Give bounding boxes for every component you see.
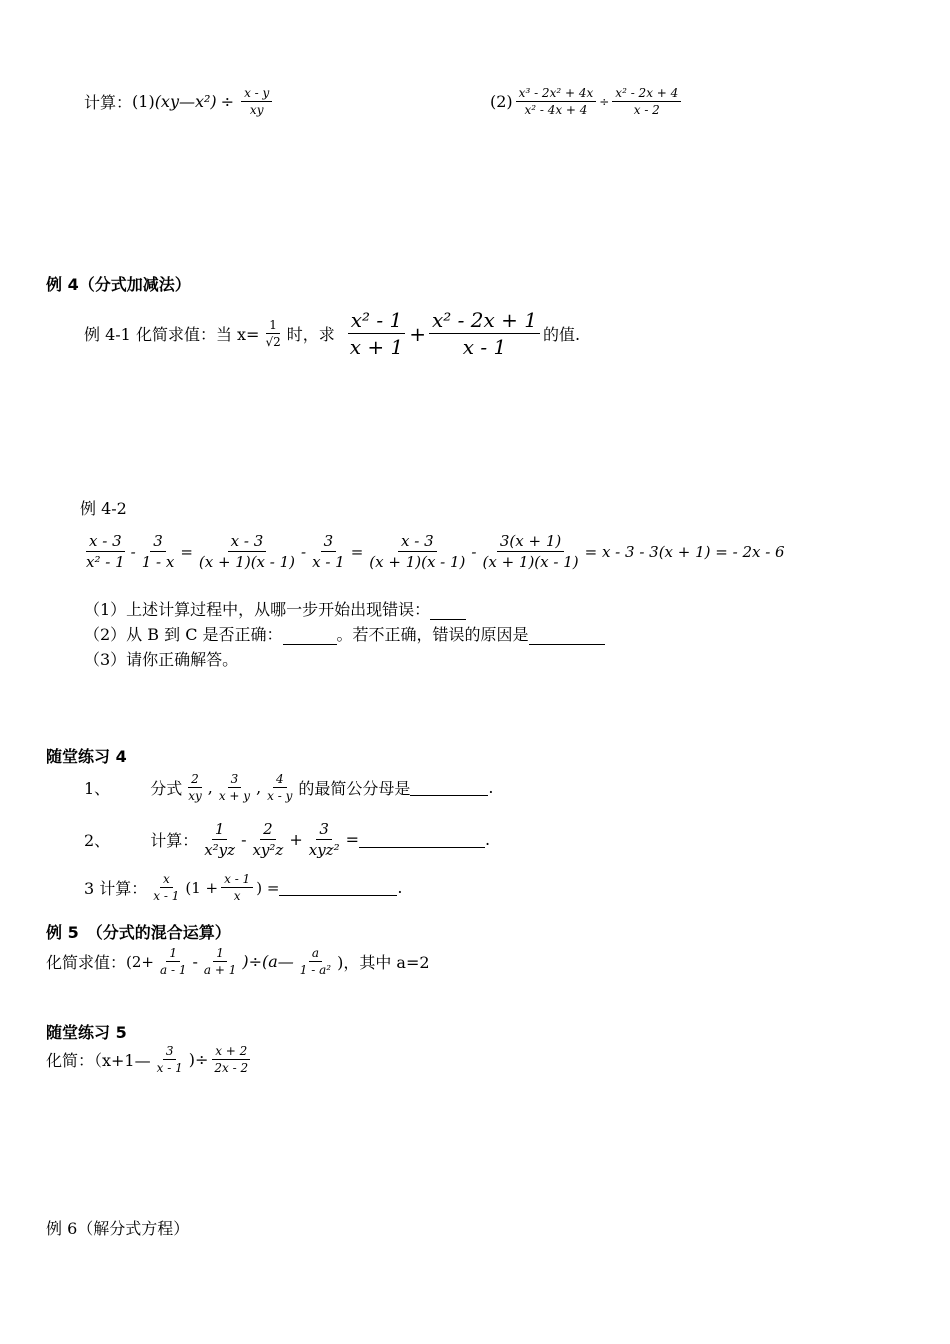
denominator: 2x - 2: [214, 1061, 249, 1075]
section-title-example-4: 例 4（分式加减法）: [46, 275, 191, 294]
denominator: x + 1: [349, 335, 404, 359]
fraction: [612, 86, 681, 117]
numerator: x - 3: [86, 532, 125, 552]
section-title-practice-5: 随堂练习 5: [46, 1023, 127, 1042]
fraction: [241, 86, 272, 117]
numerator: x - 3: [228, 532, 267, 552]
problem-index: (1): [132, 92, 155, 111]
numerator: 1: [212, 820, 228, 840]
denominator: 1 - a²: [299, 963, 332, 977]
fraction: [150, 872, 182, 903]
answer-blank[interactable]: [410, 779, 488, 796]
fraction: [196, 532, 298, 571]
question-text: 的值.: [543, 325, 581, 344]
numerator: x: [160, 872, 173, 888]
fraction: [347, 308, 406, 359]
answer-blank[interactable]: [279, 879, 397, 896]
example-4-1: [84, 308, 580, 359]
fraction: [211, 1044, 251, 1075]
problem-text: 化简：（x+1—: [46, 1051, 151, 1070]
denominator: (x + 1)(x - 1): [482, 553, 579, 571]
calc-problem-2: [490, 86, 684, 117]
expression: (1 +: [185, 878, 219, 897]
numerator: x - y: [241, 86, 272, 102]
fraction: [264, 772, 295, 803]
section-title-example-5: 例 5 （分式的混合运算）: [46, 923, 231, 942]
denominator: (x + 1)(x - 1): [369, 553, 466, 571]
fraction: [154, 1044, 186, 1075]
denominator: xyz²: [308, 841, 340, 859]
denominator: x - 1: [312, 553, 345, 571]
minus-operator: -: [241, 830, 247, 849]
fraction: [309, 532, 348, 571]
item-text: 分式: [150, 779, 183, 798]
numerator: x - 1: [221, 872, 253, 888]
denominator: x + y: [218, 789, 251, 803]
question-text: （2）从 B 到 C 是否正确：: [84, 625, 283, 644]
section-title-practice-4: 随堂练习 4: [46, 747, 127, 766]
denominator: x: [233, 889, 241, 903]
sub-question-2: [84, 622, 605, 645]
equals-operator: =: [350, 542, 364, 561]
fraction: [306, 820, 343, 859]
item-text: 3 计算：: [84, 879, 148, 898]
example-4-2-title: 例 4-2: [80, 499, 127, 518]
denominator: xy²z: [252, 841, 284, 859]
problem-index: (2): [490, 92, 513, 111]
denominator: xy: [188, 789, 202, 803]
denominator: x - y: [267, 789, 293, 803]
fraction: [157, 946, 189, 977]
numerator: 3(x + 1): [497, 532, 564, 552]
numerator: a: [309, 946, 322, 962]
denominator: 1 - x: [141, 553, 175, 571]
denominator: xy: [249, 103, 264, 117]
problem-text: )，其中 a=2: [337, 953, 430, 972]
item-number: 1、: [84, 779, 111, 798]
answer-blank[interactable]: [359, 831, 485, 848]
minus-operator: -: [471, 542, 477, 561]
practice-4-item-1: 1、 分式 $\frac{2}{xy}$ , $\frac{3}{x + y}$ , $\frac{4}{x - y}$ 的最简公分母是 .: [84, 772, 494, 803]
period: .: [397, 878, 403, 897]
fraction: [429, 308, 540, 359]
minus-operator: -: [192, 952, 198, 971]
plus-operator: +: [289, 830, 303, 849]
item-number: 2、: [84, 831, 111, 850]
numerator: 3: [228, 772, 242, 788]
equals-operator: =: [345, 830, 359, 849]
sub-question-1: [84, 597, 466, 620]
fraction: [221, 872, 253, 903]
practice-5-problem: [46, 1044, 254, 1075]
fraction: [201, 946, 239, 977]
question-text: 例 4-1 化简求值：当 x=: [84, 325, 260, 344]
denominator: x²yz: [204, 841, 236, 859]
denominator: √2: [265, 335, 281, 349]
denominator: x² - 1: [86, 553, 125, 571]
period: .: [488, 778, 494, 797]
fraction: [366, 532, 468, 571]
calc-problem-1: [84, 86, 275, 117]
denominator: x² - 4x + 4: [524, 103, 588, 117]
example-4-2-equation: [80, 532, 785, 571]
numerator: 1: [213, 946, 227, 962]
fraction: [216, 772, 253, 803]
numerator: 3: [321, 532, 337, 552]
denominator: x - 1: [462, 335, 507, 359]
denominator: x - 1: [153, 889, 180, 903]
item-text: 的最简公分母是: [298, 779, 411, 798]
numerator: 1: [266, 318, 280, 334]
plus-operator: +: [409, 321, 427, 346]
expression: (xy—x²): [154, 92, 217, 111]
denominator: x - 1: [156, 1061, 183, 1075]
denominator: x - 2: [633, 103, 660, 117]
fraction: [262, 318, 283, 349]
expression: )÷: [188, 1050, 209, 1069]
practice-4-item-3: [84, 872, 403, 903]
numerator: x² - 2x + 1: [429, 308, 540, 334]
expression: (2+: [126, 952, 154, 971]
question-text: （1）上述计算过程中，从哪一步开始出现错误：: [84, 600, 431, 619]
numerator: 1: [166, 946, 180, 962]
answer-blank[interactable]: [529, 644, 605, 645]
question-text: 。若不正确，错误的原因是: [336, 625, 529, 644]
numerator: 3: [163, 1044, 177, 1060]
numerator: x³ - 2x² + 4x: [516, 86, 597, 102]
fraction: [201, 820, 238, 859]
expression: )÷(a—: [242, 952, 294, 971]
numerator: 2: [260, 820, 276, 840]
problem-text: 化简求值：: [46, 953, 127, 972]
numerator: x² - 2x + 4: [612, 86, 681, 102]
fraction: [139, 532, 178, 571]
minus-operator: -: [130, 542, 136, 561]
answer-blank[interactable]: [430, 619, 466, 620]
fraction: [479, 532, 581, 571]
numerator: x + 2: [212, 1044, 250, 1060]
example-5-problem: [46, 946, 430, 977]
calc-label: 计算：: [84, 93, 133, 112]
period: .: [485, 830, 491, 849]
fraction: [516, 86, 597, 117]
expression: ) =: [256, 878, 280, 897]
denominator: a - 1: [159, 963, 187, 977]
numerator: 4: [273, 772, 287, 788]
equation-tail: = x - 3 - 3(x + 1) = - 2x - 6: [584, 542, 785, 561]
numerator: x² - 1: [348, 308, 406, 334]
sub-question-3: （3）请你正确解答。: [84, 650, 239, 669]
denominator: (x + 1)(x - 1): [198, 553, 296, 571]
fraction: [249, 820, 286, 859]
practice-4-item-2: [84, 820, 490, 859]
divide-operator: ÷: [599, 94, 610, 109]
fraction: [297, 946, 334, 977]
numerator: x - 3: [398, 532, 437, 552]
section-title-example-6: 例 6（解分式方程）: [46, 1219, 190, 1238]
minus-operator: -: [301, 542, 307, 561]
numerator: 3: [150, 532, 166, 552]
denominator: a + 1: [203, 963, 237, 977]
question-text: 时，求: [286, 325, 335, 344]
divide-operator: ÷: [220, 92, 235, 111]
fraction: [83, 532, 128, 571]
item-text: 计算：: [150, 831, 199, 850]
numerator: 2: [188, 772, 202, 788]
fraction: [185, 772, 205, 803]
answer-blank[interactable]: [283, 644, 337, 645]
equals-operator: =: [180, 542, 193, 561]
numerator: 3: [316, 820, 332, 840]
